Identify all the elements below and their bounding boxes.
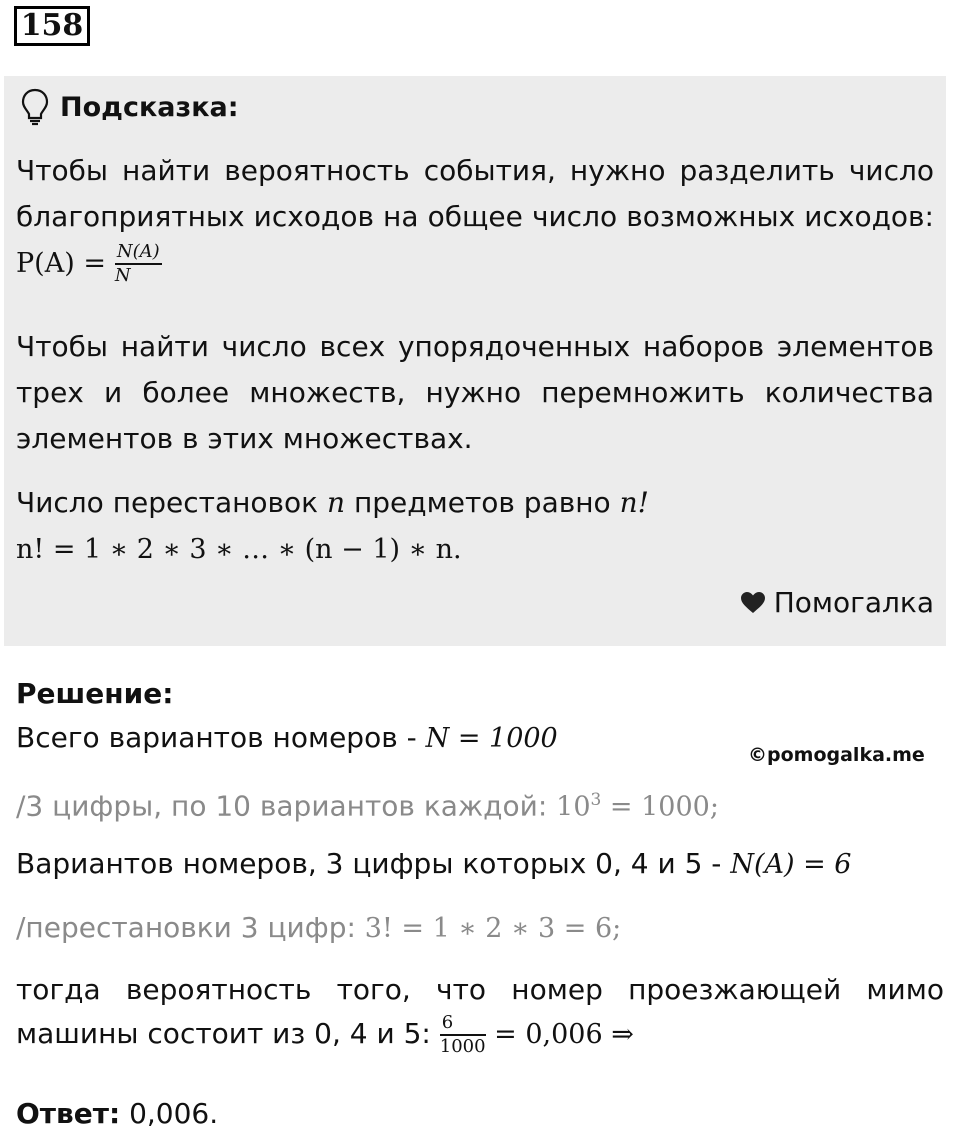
prob-numerator: 6: [440, 1012, 486, 1036]
brand-name: Помогалка: [773, 586, 934, 619]
probability-fraction: [440, 1012, 486, 1058]
hint-paragraph-sets: Чтобы найти число всех упорядоченных наборов элементов трех и более множеств, нужно перемножить количества элементов в этих множествах.: [16, 330, 934, 455]
fraction-denominator: N: [114, 265, 131, 286]
formula-pa: P(A) =: [16, 248, 106, 279]
p3-factorial: n!: [619, 486, 649, 519]
line5-text: тогда вероятность того, что номер проезжающей мимо машины состоит из 0, 4 и 5:: [16, 973, 944, 1050]
solution-title: Решение:: [16, 677, 174, 710]
solution-line-favorable: [16, 842, 852, 887]
solution-line-total: [16, 716, 558, 761]
solution-line-permutations: [16, 906, 621, 951]
line3-math: N(A) = 6: [730, 849, 852, 880]
line5-math: = 0,006 ⇒: [485, 1019, 634, 1050]
hint-paragraph-probability: [16, 148, 934, 287]
answer-value: 0,006.: [120, 1097, 219, 1130]
answer-label: Ответ:: [16, 1097, 121, 1130]
hint-box: [4, 76, 946, 646]
hint-paragraph-permutations: [16, 480, 934, 573]
prob-denominator: 1000: [439, 1036, 486, 1057]
lightbulb-icon: [20, 88, 50, 126]
line4-math: 3! = 1 ∗ 2 ∗ 3 = 6;: [364, 913, 622, 944]
copyright: ©pomogalka.me: [748, 744, 925, 766]
hint-title: Подсказка:: [60, 91, 239, 123]
p3-text-a: Число перестановок: [16, 486, 327, 519]
factorial-formula: n! = 1 ∗ 2 ∗ 3 ∗ … ∗ (n − 1) ∗ n.: [16, 534, 462, 565]
brand-signature: [740, 586, 934, 619]
line1-text: Всего вариантов номеров -: [16, 721, 426, 754]
line3-text: Вариантов номеров, 3 цифры которых 0, 4 и 5 -: [16, 847, 731, 880]
heart-icon: [740, 591, 766, 615]
hint-header: [20, 88, 239, 126]
line4-text: /перестановки 3 цифр:: [16, 911, 365, 944]
p3-var: n: [327, 486, 346, 519]
solution-line-probability: [16, 968, 944, 1058]
solution-line-digits: [16, 778, 719, 829]
fraction-numerator: N(A): [115, 241, 162, 265]
line2-rest: = 1000;: [601, 791, 719, 823]
line2-text: /3 цифры, по 10 вариантов каждой:: [16, 789, 557, 823]
line2-exp: 3: [590, 790, 602, 810]
hint-p1-text: Чтобы найти вероятность события, нужно разделить число благоприятных исходов на общее число возможных исходов:: [16, 154, 934, 233]
task-number: 158: [14, 6, 90, 46]
line2-base: 10: [556, 791, 591, 823]
p3-text-b: предметов равно: [345, 486, 620, 519]
line1-math: N = 1000: [425, 723, 558, 754]
answer-line: [16, 1092, 218, 1136]
formula-fraction: [115, 241, 162, 287]
